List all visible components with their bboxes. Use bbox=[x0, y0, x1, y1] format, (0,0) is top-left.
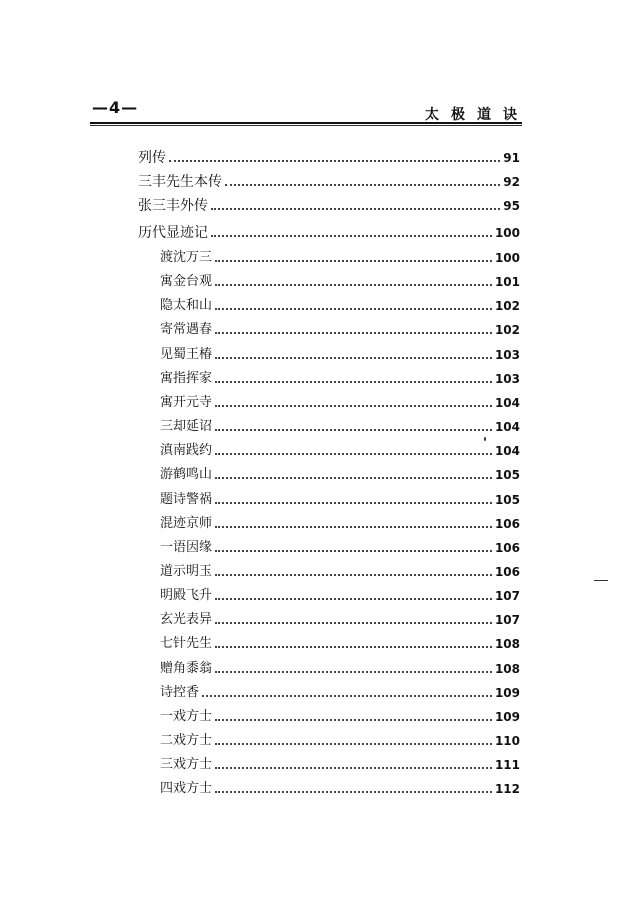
toc-entry-page: 106 bbox=[494, 516, 520, 531]
toc-entry-page: 104 bbox=[494, 395, 520, 410]
header-rule bbox=[90, 122, 522, 124]
dot-leader bbox=[215, 671, 492, 673]
toc-entry-page: 112 bbox=[494, 782, 520, 797]
toc-entry-title: 赠角黍翁 bbox=[160, 660, 213, 676]
toc-entry bbox=[160, 294, 520, 314]
toc-entry-page: 105 bbox=[494, 492, 520, 507]
toc-entry-page: 91 bbox=[503, 151, 520, 165]
toc-entry-page: 104 bbox=[494, 444, 520, 459]
toc-entry bbox=[160, 560, 520, 580]
toc-entry-title: 隐太和山 bbox=[160, 298, 213, 314]
running-header-title: 太极道诀 bbox=[425, 107, 529, 123]
dot-leader bbox=[215, 502, 492, 504]
toc-entry bbox=[160, 681, 520, 701]
print-speck bbox=[594, 580, 608, 581]
dot-leader bbox=[215, 526, 492, 528]
toc-entry-title: 题诗警祸 bbox=[160, 491, 213, 507]
toc-entry-title: 七针先生 bbox=[160, 636, 213, 652]
toc-entry bbox=[160, 439, 520, 459]
toc-entry bbox=[160, 705, 520, 725]
toc-entry bbox=[160, 463, 520, 483]
dot-leader bbox=[215, 284, 492, 286]
toc-entry-title: 诗控香 bbox=[160, 684, 200, 700]
dot-leader bbox=[215, 646, 492, 648]
toc-entry-title: 二戏方士 bbox=[160, 733, 213, 748]
toc-entry-page: 92 bbox=[503, 175, 520, 189]
toc-entry bbox=[160, 777, 520, 797]
toc-entry-title: 寓指挥家 bbox=[160, 370, 213, 386]
dot-leader bbox=[215, 550, 492, 552]
toc-entry-title: 寓开元寺 bbox=[160, 394, 213, 410]
toc-entry-title: 明殿飞升 bbox=[160, 588, 213, 604]
dot-leader bbox=[215, 574, 492, 576]
toc-entry-page: 111 bbox=[494, 758, 520, 773]
toc-entry-page: 100 bbox=[494, 251, 520, 265]
dot-leader bbox=[215, 453, 492, 455]
toc-entry-page: 104 bbox=[494, 420, 520, 435]
toc-entry-page: 105 bbox=[494, 468, 520, 483]
toc-entry-title: 游鹤鸣山 bbox=[160, 467, 213, 483]
toc-entry bbox=[160, 608, 520, 628]
toc-entry-title: 见蜀王椿 bbox=[160, 346, 213, 362]
print-speck bbox=[484, 437, 486, 441]
dot-leader bbox=[215, 719, 492, 721]
toc-entry bbox=[160, 536, 520, 556]
toc-entry-page: 100 bbox=[494, 226, 520, 240]
header-rule-thin bbox=[90, 125, 522, 126]
dot-leader bbox=[215, 332, 492, 334]
toc-entry-page: 102 bbox=[494, 299, 520, 314]
toc-entry-title: 三却延诏 bbox=[160, 419, 213, 435]
dot-leader bbox=[169, 160, 500, 162]
toc-entry-title: 三丰先生本传 bbox=[138, 174, 222, 190]
toc-entry-page: 108 bbox=[494, 661, 520, 676]
toc-entry bbox=[160, 343, 520, 363]
page-number: —4— bbox=[92, 98, 139, 117]
toc-entry bbox=[160, 584, 520, 604]
toc-entry-page: 106 bbox=[494, 564, 520, 579]
toc-entry-title: 张三丰外传 bbox=[138, 198, 208, 214]
toc-entry-title: 滇南践约 bbox=[160, 443, 213, 459]
toc-entry-title: 道示明玉 bbox=[160, 563, 213, 579]
toc-entry bbox=[160, 318, 520, 338]
dot-leader bbox=[215, 429, 492, 431]
toc-entry-title: 玄光表异 bbox=[160, 612, 213, 628]
toc-entry-title: 列传 bbox=[138, 150, 166, 166]
toc-entry-page: 109 bbox=[494, 685, 520, 700]
dot-leader bbox=[202, 695, 492, 697]
dot-leader bbox=[215, 405, 492, 407]
toc-entry-page: 110 bbox=[494, 734, 520, 748]
toc-entry-title: 寄常遇春 bbox=[160, 322, 213, 338]
toc-entry bbox=[138, 146, 520, 166]
toc-entry bbox=[138, 221, 520, 241]
toc-entry bbox=[160, 415, 520, 435]
toc-entry bbox=[138, 170, 520, 190]
toc-entry-title: 混迹京师 bbox=[160, 515, 213, 531]
dot-leader bbox=[215, 308, 492, 310]
dot-leader bbox=[211, 235, 492, 237]
toc-entry bbox=[160, 246, 520, 266]
toc-entry bbox=[160, 632, 520, 652]
dot-leader bbox=[215, 791, 492, 793]
toc-entry bbox=[160, 657, 520, 677]
toc-entry bbox=[160, 512, 520, 532]
dot-leader bbox=[215, 357, 492, 359]
toc-entry bbox=[160, 729, 520, 749]
dot-leader bbox=[215, 260, 492, 262]
toc-entry-page: 107 bbox=[494, 589, 520, 604]
toc-entry-page: 106 bbox=[494, 540, 520, 555]
toc-entry bbox=[160, 391, 520, 411]
dot-leader bbox=[215, 767, 492, 769]
toc-entry bbox=[160, 753, 520, 773]
toc-entry bbox=[160, 270, 520, 290]
toc-entry-title: 四戏方士 bbox=[160, 781, 213, 797]
toc-entry bbox=[160, 367, 520, 387]
toc-entry-title: 寓金台观 bbox=[160, 274, 213, 290]
dot-leader bbox=[215, 598, 492, 600]
toc-entry-page: 95 bbox=[503, 199, 520, 213]
toc-entry-page: 103 bbox=[494, 371, 520, 386]
toc-entry-title: 三戏方士 bbox=[160, 757, 213, 773]
toc-entry-page: 103 bbox=[494, 347, 520, 362]
dot-leader bbox=[215, 477, 492, 479]
dot-leader bbox=[215, 381, 492, 383]
toc-entry-title: 一语因缘 bbox=[160, 539, 213, 555]
dot-leader bbox=[225, 184, 500, 186]
toc-entry bbox=[138, 194, 520, 214]
toc-entry-title: 一戏方士 bbox=[160, 708, 213, 724]
dot-leader bbox=[215, 743, 492, 745]
toc-entry-page: 108 bbox=[494, 637, 520, 652]
toc-entry-page: 102 bbox=[494, 323, 520, 338]
dot-leader bbox=[215, 622, 492, 624]
toc-entry-page: 109 bbox=[494, 709, 520, 724]
toc-entry bbox=[160, 488, 520, 508]
toc-entry-page: 101 bbox=[494, 275, 520, 290]
dot-leader bbox=[211, 208, 500, 210]
toc-entry-title: 渡沈万三 bbox=[160, 250, 213, 265]
toc-entry-page: 107 bbox=[494, 613, 520, 628]
toc-entry-title: 历代显迹记 bbox=[138, 225, 208, 241]
